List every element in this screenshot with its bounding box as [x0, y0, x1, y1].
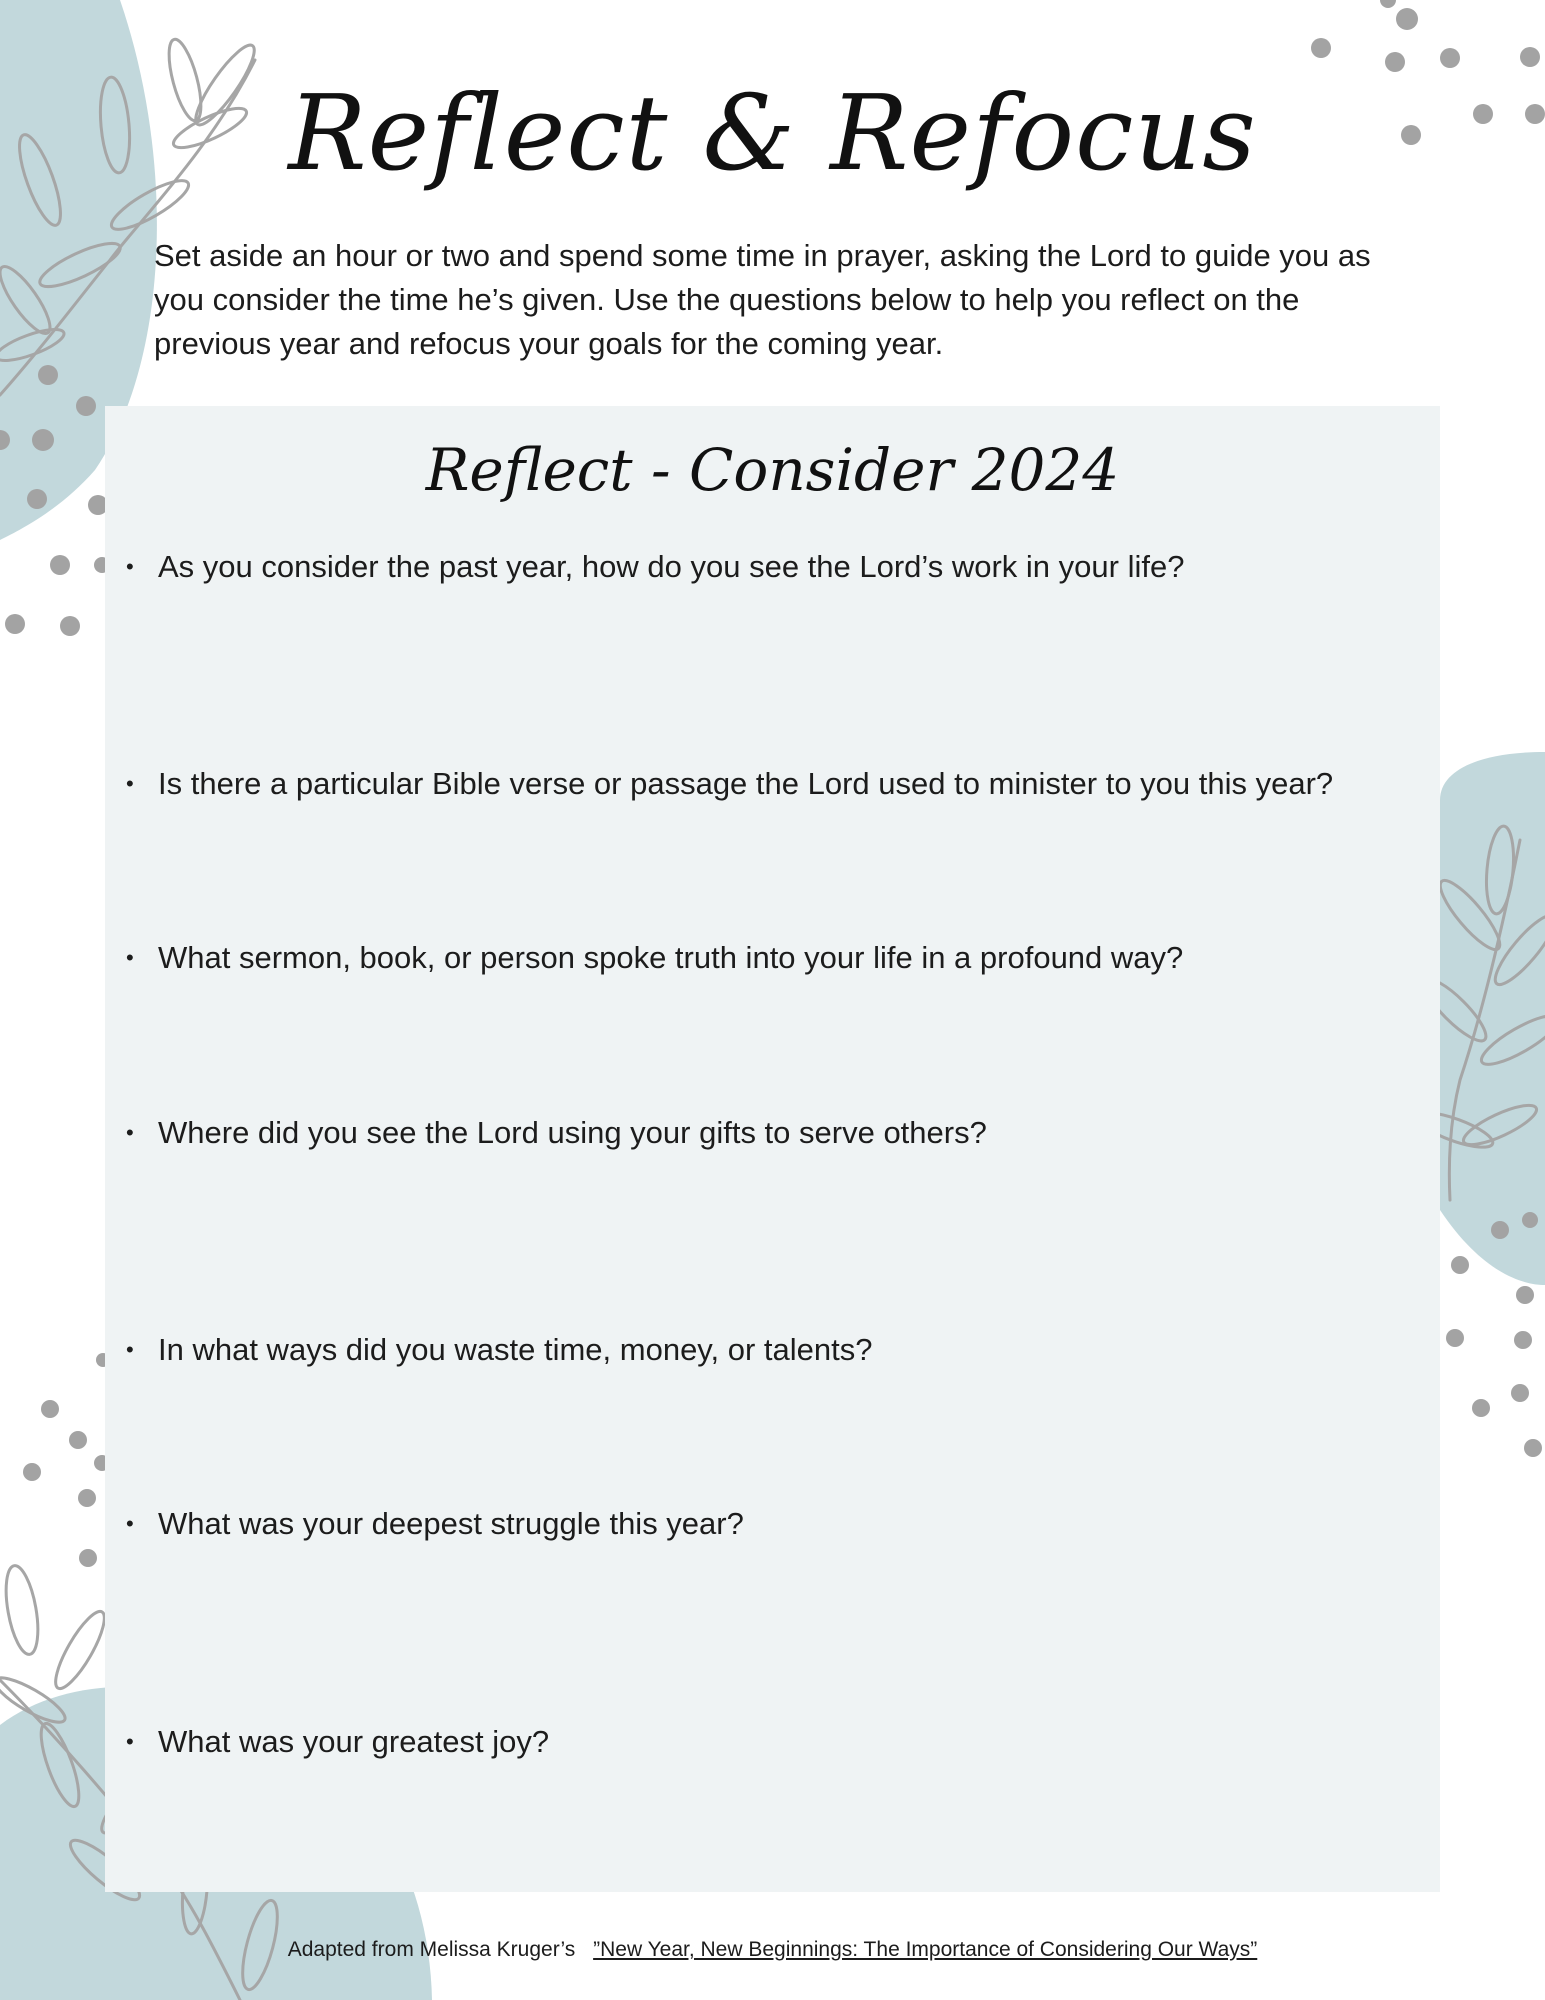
- question-item: • As you consider the past year, how do you see the Lord’s work in your life?: [126, 547, 1426, 587]
- footer-attribution: [0, 1934, 1545, 1966]
- intro-text: Set aside an hour or two and spend some time in prayer, asking the Lord to guide you as you consider the time he’s given. Use the questions below to help you reflect on the previous year and refocus your goals for the coming year.: [154, 238, 1371, 361]
- bullet-icon: •: [126, 554, 134, 579]
- question-item: • Where did you see the Lord using your gifts to serve others?: [126, 1113, 1426, 1153]
- footer-prefix: Adapted from Melissa Kruger’s: [287, 1938, 576, 1961]
- question-item: • Is there a particular Bible verse or passage the Lord used to minister to you this year?: [126, 764, 1426, 804]
- question-item: • In what ways did you waste time, money, or talents?: [126, 1330, 1426, 1370]
- bullet-icon: •: [126, 1337, 134, 1362]
- bullet-icon: •: [126, 1120, 134, 1145]
- question-item: • What sermon, book, or person spoke truth into your life in a profound way?: [126, 938, 1426, 978]
- bullet-icon: •: [126, 771, 134, 796]
- bullet-icon: •: [126, 1729, 134, 1754]
- dot-cluster-icon: [23, 1353, 110, 1567]
- bullet-icon: •: [126, 945, 134, 970]
- question-item: • What was your deepest struggle this year?: [126, 1504, 1426, 1544]
- blob-right: [1440, 752, 1545, 1285]
- section-title: Reflect - Consider 2024: [425, 436, 1120, 504]
- article-link[interactable]: ”New Year, New Beginnings: The Importance of Considering Our Ways”: [593, 1938, 1258, 1961]
- question-item: • What was your greatest joy?: [126, 1722, 1426, 1762]
- page-title: Reflect & Refocus: [288, 72, 1257, 194]
- bullet-icon: •: [126, 1511, 134, 1536]
